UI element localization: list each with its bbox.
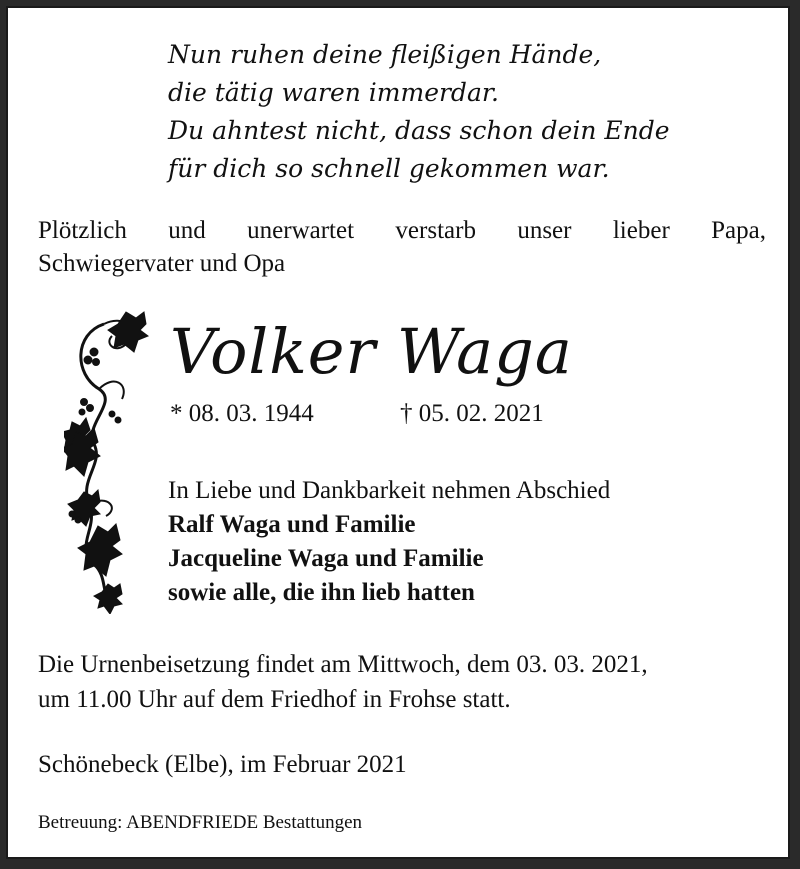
announcement-line: Schwiegervater und Opa [38,250,286,277]
poem [168,36,670,188]
funeral-line: Die Urnenbeisetzung findet am Mittwoch, dem 03. 03. 2021, [38,651,648,678]
mourner-line: Jacqueline Waga und Familie [168,545,484,572]
mourner-line: sowie alle, die ihn lieb hatten [168,579,475,606]
place-date: Schönebeck (Elbe), im Februar 2021 [38,751,407,778]
funeral-info [38,647,648,717]
poem-line: Du ahntest nicht, dass schon dein Ende [168,116,670,145]
deceased-name: Volker Waga [170,315,573,388]
poem-line: die tätig waren immerdar. [168,78,499,107]
mourners-intro: In Liebe und Dankbarkeit nehmen Abschied [168,477,611,504]
mourners-block [168,474,610,610]
announcement-line: Plötzlich und unerwartet verstarb unser lieber Papa, [38,217,766,244]
poem-line: Nun ruhen deine fleißigen Hände, [168,40,602,69]
death-date: † 05. 02. 2021 [400,400,544,427]
funeral-home-credit: Betreuung: ABENDFRIEDE Bestattungen [38,812,363,833]
obituary-card [6,6,790,859]
announcement-text [38,214,766,280]
mourner-line: Ralf Waga und Familie [168,511,416,538]
funeral-line: um 11.00 Uhr auf dem Friedhof in Frohse statt. [38,686,511,713]
grapevine-ornament-icon [64,304,154,614]
birth-date: * 08. 03. 1944 [170,400,314,427]
poem-line: für dich so schnell gekommen war. [168,154,610,183]
